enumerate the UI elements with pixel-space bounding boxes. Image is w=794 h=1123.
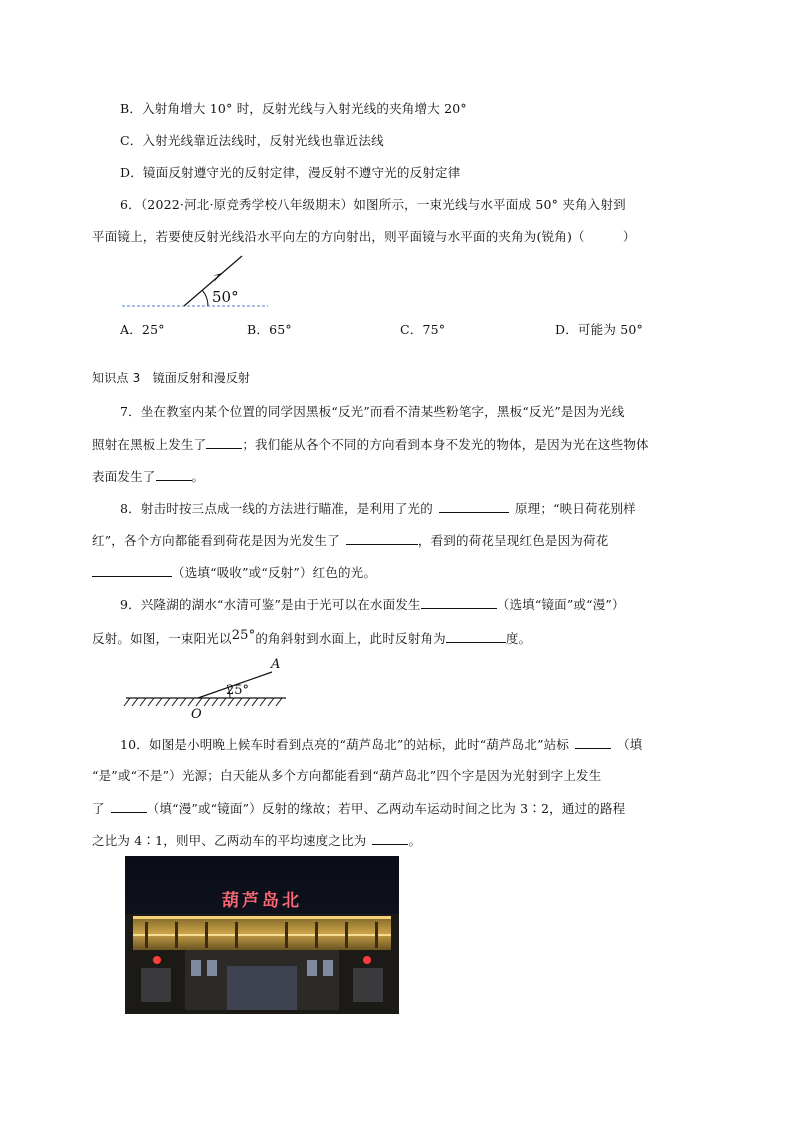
q7-text-line3 bbox=[92, 468, 204, 485]
q5-option-c: C．入射光线靠近法线时，反射光线也靠近法线 bbox=[120, 133, 384, 148]
station-night-photo bbox=[125, 856, 399, 1014]
q9-text-segment: 的角斜射到水面上，此时反射角为 bbox=[255, 631, 446, 646]
q8-text-segment: 红”，各个方向都能看到荷花是因为光发生了 bbox=[92, 533, 340, 548]
section-title: 知识点 3 镜面反射和漫反射 bbox=[92, 371, 251, 385]
q9-answer-blank-2[interactable] bbox=[446, 630, 506, 643]
q6-text-line2: 平面镜上，若要使反射光线沿水平向左的方向射出，则平面镜与水平面的夹角为(锐角)（ ） bbox=[92, 229, 636, 244]
q6-option-d: D．可能为 50° bbox=[555, 322, 643, 337]
q10-text-segment: （填“漫”或“镜面”）反射的缘故；若甲、乙两动车运动时间之比为 3∶2，通过的路程 bbox=[146, 801, 626, 816]
q7-text-segment: ；我们能从各个不同的方向看到本身不发光的物体，是因为光在这些物体 bbox=[242, 437, 649, 452]
q6-option-c: C．75° bbox=[400, 322, 446, 337]
station-building-illustration bbox=[125, 856, 399, 1014]
q6-figure-angle: 50° bbox=[212, 288, 239, 306]
q9-figure-angle: 25° bbox=[226, 683, 250, 698]
q7-text-segment: 表面发生了 bbox=[92, 469, 156, 484]
q7-text-segment: 。 bbox=[191, 469, 205, 484]
q10-text-line3 bbox=[92, 800, 625, 817]
q8-answer-blank-3[interactable] bbox=[92, 564, 172, 577]
station-facade-lights bbox=[133, 916, 391, 950]
station-sign-text: 葫芦岛北 bbox=[222, 891, 302, 911]
q9-text-segment: 9．兴隆湖的湖水“水清可鉴”是由于光可以在水面发生 bbox=[120, 597, 421, 612]
q10-text-segment: 10．如图是小明晚上候车时看到点亮的“葫芦岛北”的站标，此时“葫芦岛北”站标 bbox=[120, 737, 570, 752]
q8-text-line3 bbox=[92, 564, 376, 581]
q6-option-b: B．65° bbox=[247, 322, 292, 337]
q5-option-b: B．入射角增大 10° 时，反射光线与入射光线的夹角增大 20° bbox=[120, 101, 467, 116]
q9-text-line2 bbox=[92, 628, 531, 647]
q8-text-line2 bbox=[92, 532, 608, 549]
q9-text-line1 bbox=[120, 596, 625, 613]
q7-text-segment: 照射在黑板上发生了 bbox=[92, 437, 207, 452]
q10-text-line4 bbox=[92, 832, 421, 849]
q7-text-line2 bbox=[92, 436, 649, 453]
q6-text-line1: 6．（2022·河北·原竞秀学校八年级期末）如图所示，一束光线与水平面成 50° 夹角入射到 bbox=[120, 197, 626, 212]
q9-inline-angle: 25° bbox=[231, 628, 256, 643]
q9-text-segment: 度。 bbox=[505, 631, 532, 646]
q8-text-segment: （选填“吸收”或“反射”）红色的光。 bbox=[172, 565, 377, 580]
q9-surface-hatching bbox=[124, 698, 282, 706]
q7-text-line1: 7．坐在教室内某个位置的同学因黑板“反光”而看不清某些粉笔字，黑板“反光”是因为光线 bbox=[120, 404, 625, 419]
q6-option-a: A．25° bbox=[120, 322, 165, 337]
q8-text-line1 bbox=[120, 500, 636, 517]
q9-answer-blank-1[interactable] bbox=[421, 596, 497, 609]
q9-point-o-label: O bbox=[191, 707, 202, 722]
q9-text-segment: 反射。如图，一束阳光以 bbox=[92, 631, 232, 646]
q10-answer-blank-2[interactable] bbox=[111, 800, 147, 813]
q7-answer-blank-1[interactable] bbox=[206, 436, 242, 449]
q8-text-segment: 8．射击时按三点成一线的方法进行瞄准，是利用了光的 bbox=[120, 501, 433, 516]
q10-answer-blank-3[interactable] bbox=[372, 832, 408, 845]
q8-text-segment: ，看到的荷花呈现红色是因为荷花 bbox=[417, 533, 609, 548]
q10-text-segment: 。 bbox=[408, 833, 422, 848]
q8-text-segment: 原理；“映日荷花别样 bbox=[514, 501, 636, 516]
q6-mirror-figure bbox=[118, 252, 273, 312]
q9-point-a-label: A bbox=[271, 657, 281, 672]
q7-answer-blank-2[interactable] bbox=[156, 468, 192, 481]
q10-text-line1 bbox=[120, 736, 642, 753]
q10-answer-blank-1[interactable] bbox=[575, 736, 611, 749]
q8-answer-blank-1[interactable] bbox=[439, 500, 509, 513]
q6-angle-arc bbox=[202, 290, 208, 306]
q9-text-segment: （选填“镜面”或“漫”） bbox=[496, 597, 625, 612]
q8-answer-blank-2[interactable] bbox=[346, 532, 418, 545]
q10-text-segment: 之比为 4∶1，则甲、乙两动车的平均速度之比为 bbox=[92, 833, 367, 848]
q10-text-segment: 了 bbox=[92, 801, 105, 816]
q10-text-segment: （填 bbox=[617, 737, 643, 752]
q10-text-line2: “是”或“不是”）光源；白天能从多个方向都能看到“葫芦岛北”四个字是因为光射到字上发生 bbox=[92, 768, 602, 783]
q9-water-figure bbox=[120, 656, 290, 722]
q5-option-d: D．镜面反射遵守光的反射定律，漫反射不遵守光的反射定律 bbox=[120, 165, 461, 180]
